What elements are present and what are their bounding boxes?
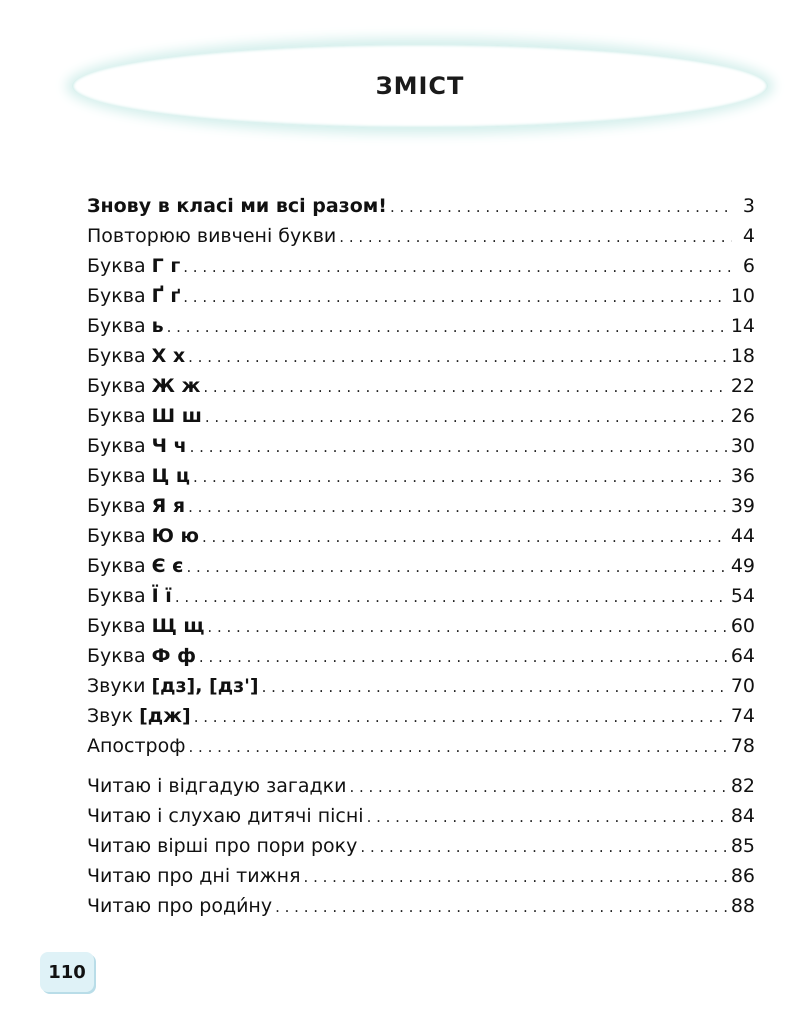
toc-entry-letters: Ї ї [151, 585, 172, 607]
toc-dot-leader [188, 492, 728, 522]
toc-entry-title: Звуки [87, 675, 146, 697]
toc-entry [87, 191, 755, 221]
toc-entry-label [87, 281, 180, 311]
toc-entry-page: 6 [742, 255, 755, 277]
toc-entry [87, 831, 755, 861]
toc-entry [87, 221, 755, 251]
toc-entry-label [87, 641, 196, 671]
toc-entry-title: Буква [87, 555, 146, 577]
toc-entry-title: Буква [87, 525, 146, 547]
toc-entry-title: Апостроф [87, 735, 186, 757]
toc-entry-page: 54 [730, 585, 755, 607]
toc-entry-label [87, 801, 364, 831]
toc-entry-title: Буква [87, 645, 146, 667]
toc-group-gap [87, 761, 755, 771]
toc-entry-title: Буква [87, 255, 146, 277]
toc-entry-label [87, 461, 190, 491]
toc-entry-label [87, 371, 200, 401]
toc-entry [87, 861, 755, 891]
toc-dot-leader [304, 862, 728, 892]
toc-entry-title: Буква [87, 285, 146, 307]
toc-entry [87, 611, 755, 641]
toc-dot-leader [175, 582, 728, 612]
toc-entry-page: 10 [730, 285, 755, 307]
toc-entry-label [87, 831, 357, 861]
toc-entry [87, 551, 755, 581]
toc-entry-page: 85 [730, 835, 755, 857]
toc-entry-label [87, 551, 183, 581]
toc-entry-label [87, 491, 185, 521]
toc-dot-leader [194, 702, 728, 732]
toc-entry-title: Читаю вірші про пори року [87, 835, 358, 857]
toc-dot-leader [193, 462, 728, 492]
toc-entry-page: 30 [730, 435, 755, 457]
toc-entry-label [87, 771, 346, 801]
toc-entry-title: Читаю про роди́ну [87, 895, 273, 917]
toc-dot-leader [262, 672, 728, 702]
table-of-contents [87, 191, 755, 921]
toc-entry [87, 581, 755, 611]
toc-entry-page: 49 [730, 555, 755, 577]
toc-entry-page: 4 [742, 225, 755, 247]
toc-entry-title: Буква [87, 495, 146, 517]
toc-entry-title: Повторюю вивчені букви [87, 225, 337, 247]
toc-entry-letters: Є є [151, 555, 184, 577]
page-number-badge: 110 [40, 952, 94, 992]
toc-entry-page: 60 [730, 615, 755, 637]
toc-entry-title: Буква [87, 315, 146, 337]
toc-dot-leader [188, 342, 728, 372]
toc-entry-label [87, 401, 202, 431]
toc-entry-label [87, 521, 199, 551]
toc-entry-label [87, 191, 387, 221]
toc-entry-letters: Щ щ [151, 615, 205, 637]
toc-entry-page: 82 [730, 775, 755, 797]
toc-entry-letters: Ц ц [151, 465, 190, 487]
toc-dot-leader [186, 552, 727, 582]
page-title: ЗМІСТ [375, 72, 465, 100]
toc-entry-letters: Я я [151, 495, 186, 517]
toc-entry-page: 3 [742, 195, 755, 217]
toc-entry [87, 281, 755, 311]
toc-entry-title: Буква [87, 435, 146, 457]
toc-entry-letters: Ш ш [151, 405, 202, 427]
toc-dot-leader [207, 612, 727, 642]
toc-entry-letters: ь [151, 315, 164, 337]
toc-entry-page: 14 [730, 315, 755, 337]
toc-entry-page: 36 [730, 465, 755, 487]
toc-entry-page: 26 [730, 405, 755, 427]
toc-entry-letters: Ж ж [151, 375, 201, 397]
toc-entry-page: 88 [730, 895, 755, 917]
toc-entry-label [87, 431, 187, 461]
toc-entry-letters: Ч ч [151, 435, 187, 457]
toc-entry-label [87, 341, 185, 371]
toc-dot-leader [183, 282, 728, 312]
toc-entry-label [87, 611, 204, 641]
toc-entry [87, 251, 755, 281]
toc-entry-page: 86 [730, 865, 755, 887]
toc-entry [87, 891, 755, 921]
toc-entry-letters: Х х [151, 345, 186, 367]
toc-entry-page: 22 [730, 375, 755, 397]
toc-entry-label [87, 861, 301, 891]
toc-entry-letters: [дз], [дз'] [151, 675, 259, 697]
toc-entry [87, 461, 755, 491]
toc-entry-page: 74 [730, 705, 755, 727]
toc-entry [87, 731, 755, 761]
toc-dot-leader [190, 432, 728, 462]
toc-entry-title: Буква [87, 465, 146, 487]
toc-dot-leader [275, 892, 728, 922]
toc-entry-page: 64 [730, 645, 755, 667]
toc-entry-letters: Ю ю [151, 525, 199, 547]
toc-dot-leader [360, 832, 727, 862]
toc-entry-title: Буква [87, 585, 146, 607]
toc-entry-label [87, 581, 172, 611]
toc-entry-label [87, 221, 336, 251]
toc-entry-letters: Ф ф [151, 645, 196, 667]
toc-dot-leader [339, 222, 732, 252]
toc-entry [87, 431, 755, 461]
toc-entry-title: Буква [87, 345, 146, 367]
toc-entry [87, 801, 755, 831]
toc-group-reading [87, 771, 755, 921]
toc-entry-title: Буква [87, 375, 146, 397]
toc-entry-label [87, 701, 191, 731]
toc-dot-leader [367, 802, 728, 832]
toc-entry-label [87, 731, 186, 761]
toc-entry-title: Читаю і відгадую загадки [87, 775, 347, 797]
toc-entry-page: 70 [730, 675, 755, 697]
toc-dot-leader [167, 312, 728, 342]
toc-entry [87, 341, 755, 371]
toc-entry-label [87, 891, 272, 921]
title-banner [72, 44, 768, 128]
toc-entry-page: 18 [730, 345, 755, 367]
toc-entry-page: 39 [730, 495, 755, 517]
toc-entry [87, 311, 755, 341]
toc-dot-leader [390, 192, 732, 222]
toc-entry [87, 371, 755, 401]
toc-entry-label [87, 671, 259, 701]
toc-entry-title: Буква [87, 405, 146, 427]
toc-entry [87, 771, 755, 801]
toc-entry-label [87, 251, 180, 281]
toc-entry [87, 401, 755, 431]
toc-entry-title: Звук [87, 705, 134, 727]
toc-dot-leader [202, 522, 728, 552]
toc-entry-page: 84 [730, 805, 755, 827]
toc-entry-letters: Ґ ґ [151, 285, 181, 307]
toc-dot-leader [203, 372, 727, 402]
toc-entry [87, 491, 755, 521]
toc-entry-title: Буква [87, 615, 146, 637]
toc-entry-page: 44 [730, 525, 755, 547]
toc-dot-leader [183, 252, 732, 282]
toc-entry-title: Читаю і слухаю дитячі пісні [87, 805, 364, 827]
toc-entry [87, 701, 755, 731]
toc-entry [87, 641, 755, 671]
toc-entry-label [87, 311, 164, 341]
toc-entry-page: 78 [730, 735, 755, 757]
toc-dot-leader [349, 772, 727, 802]
toc-dot-leader [205, 402, 728, 432]
toc-entry [87, 671, 755, 701]
toc-entry-letters: [дж] [139, 705, 191, 727]
toc-entry [87, 521, 755, 551]
toc-entry-letters: Г г [151, 255, 181, 277]
toc-dot-leader [189, 732, 728, 762]
toc-entry-title: Читаю про дні тижня [87, 865, 301, 887]
toc-entry-title: Знову в класі ми всі разом! [87, 195, 387, 217]
toc-group-letters [87, 191, 755, 761]
toc-dot-leader [199, 642, 728, 672]
